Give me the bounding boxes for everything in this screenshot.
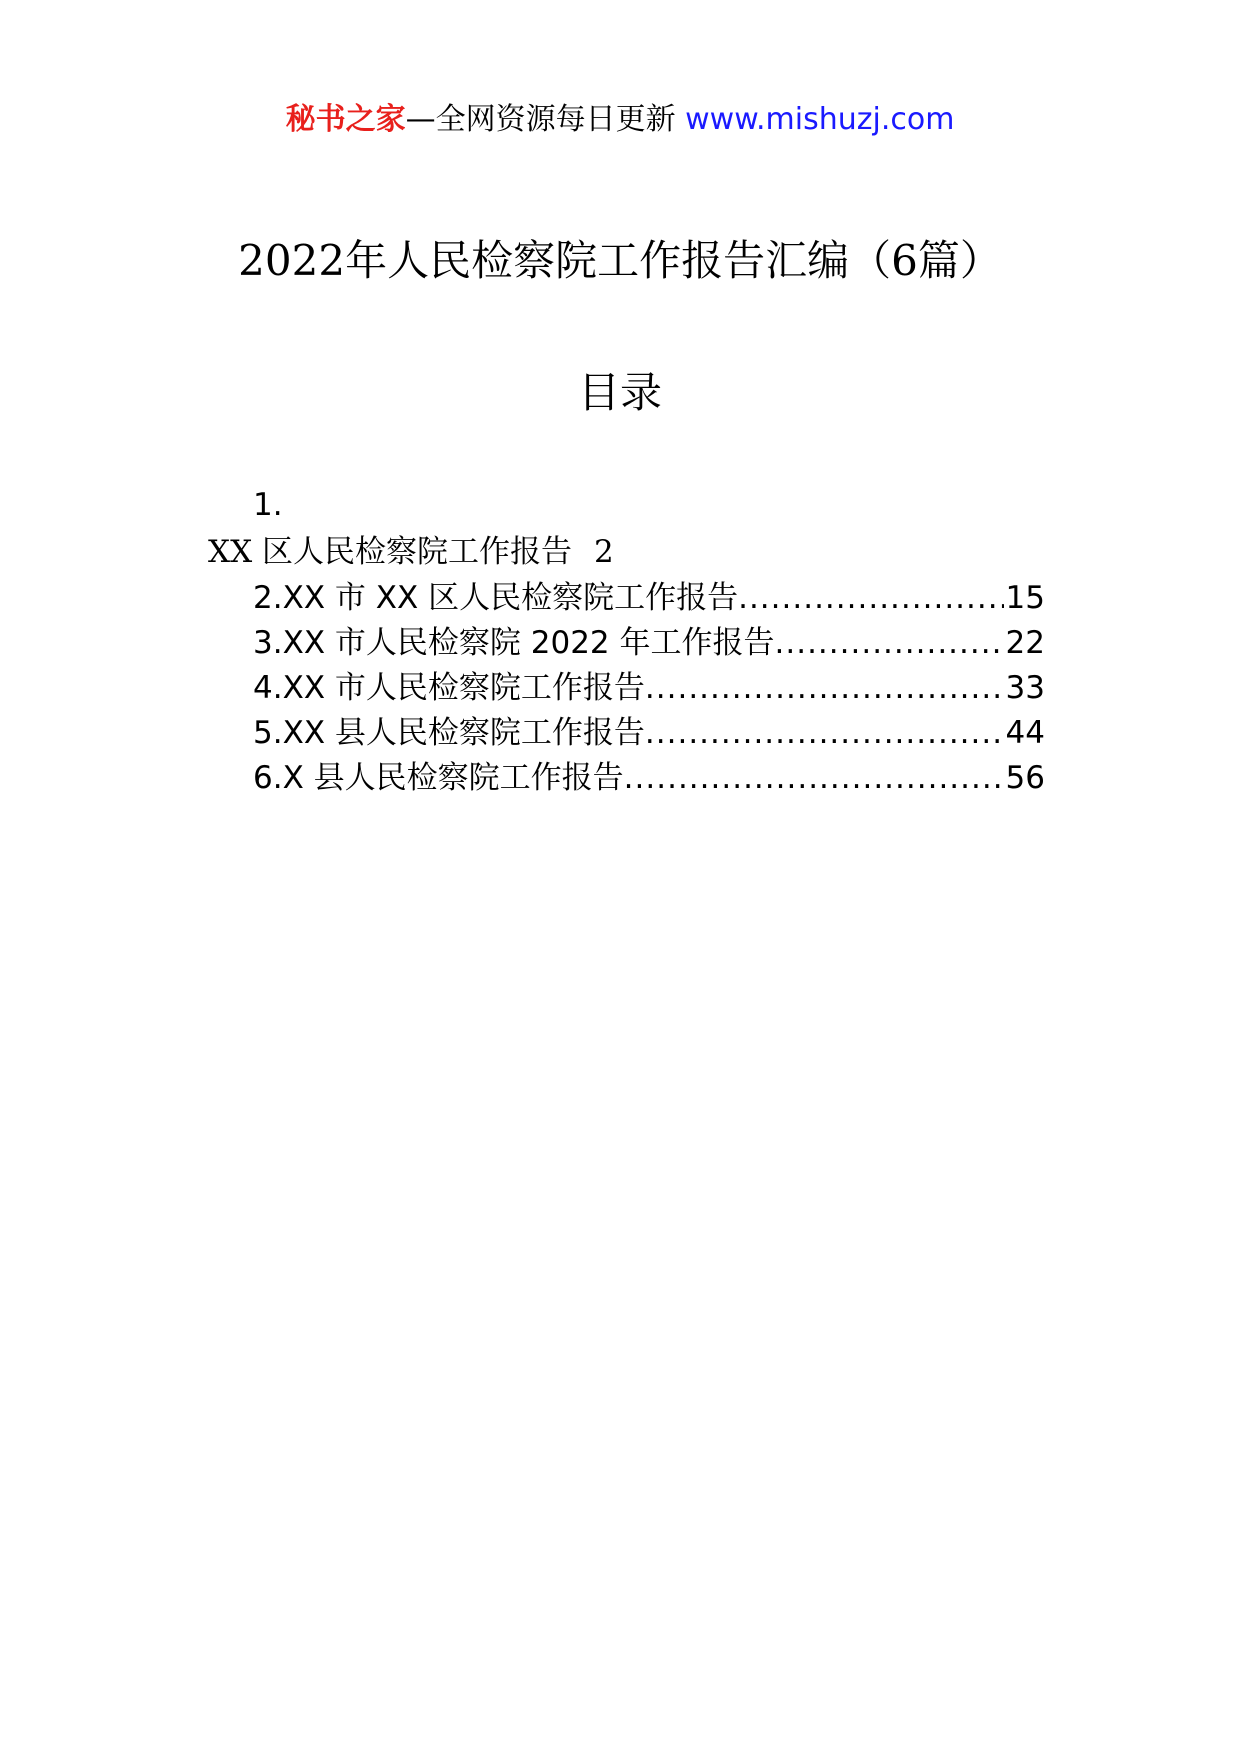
title-text: 年人民检察院工作报告汇编（ xyxy=(345,236,892,285)
brand-name: 秘书之家 xyxy=(285,102,406,137)
toc-item-6[interactable] xyxy=(253,756,1045,800)
toc-item-page: 15 xyxy=(1005,580,1045,616)
toc-dot-leader xyxy=(775,621,1004,665)
toc-item-1-label: 区人民检察院工作报告 xyxy=(252,534,572,570)
toc-dot-leader xyxy=(645,666,1004,710)
toc-item-1-number[interactable]: 1. xyxy=(253,487,283,523)
toc-item-page: 33 xyxy=(1005,670,1045,706)
toc-item-page: 44 xyxy=(1005,715,1045,751)
toc-item-1-page: 2 xyxy=(594,534,614,570)
document-title xyxy=(0,232,1240,290)
toc-item-4[interactable] xyxy=(253,666,1045,710)
toc-item-label: 2.XX 市 XX 区人民检察院工作报告 xyxy=(253,580,739,616)
title-suffix: 篇） xyxy=(917,236,1002,285)
toc-item-label: 3.XX 市人民检察院 2022 年工作报告 xyxy=(253,625,775,661)
toc-dot-leader xyxy=(738,576,1003,620)
title-year: 2022 xyxy=(238,236,346,285)
toc-item-page: 22 xyxy=(1005,625,1045,661)
site-url-link[interactable]: www.mishuzj.com xyxy=(685,102,955,137)
toc-item-1-prefix: XX xyxy=(208,534,253,570)
title-count: 6 xyxy=(891,236,918,285)
toc-item-label: 6.X 县人民检察院工作报告 xyxy=(253,760,624,796)
site-header xyxy=(0,100,1240,140)
toc-dot-leader xyxy=(645,711,1004,755)
toc-item-label: 5.XX 县人民检察院工作报告 xyxy=(253,715,645,751)
toc-item-label: 4.XX 市人民检察院工作报告 xyxy=(253,670,645,706)
toc-item-5[interactable] xyxy=(253,711,1045,755)
toc-item-2[interactable] xyxy=(253,576,1045,620)
toc-dot-leader xyxy=(624,756,1004,800)
toc-item-3[interactable] xyxy=(253,621,1045,665)
header-slogan: —全网资源每日更新 xyxy=(405,102,686,137)
toc-heading: 目录 xyxy=(577,368,662,417)
toc-item-1[interactable] xyxy=(208,530,614,574)
toc-item-page: 56 xyxy=(1005,760,1045,796)
